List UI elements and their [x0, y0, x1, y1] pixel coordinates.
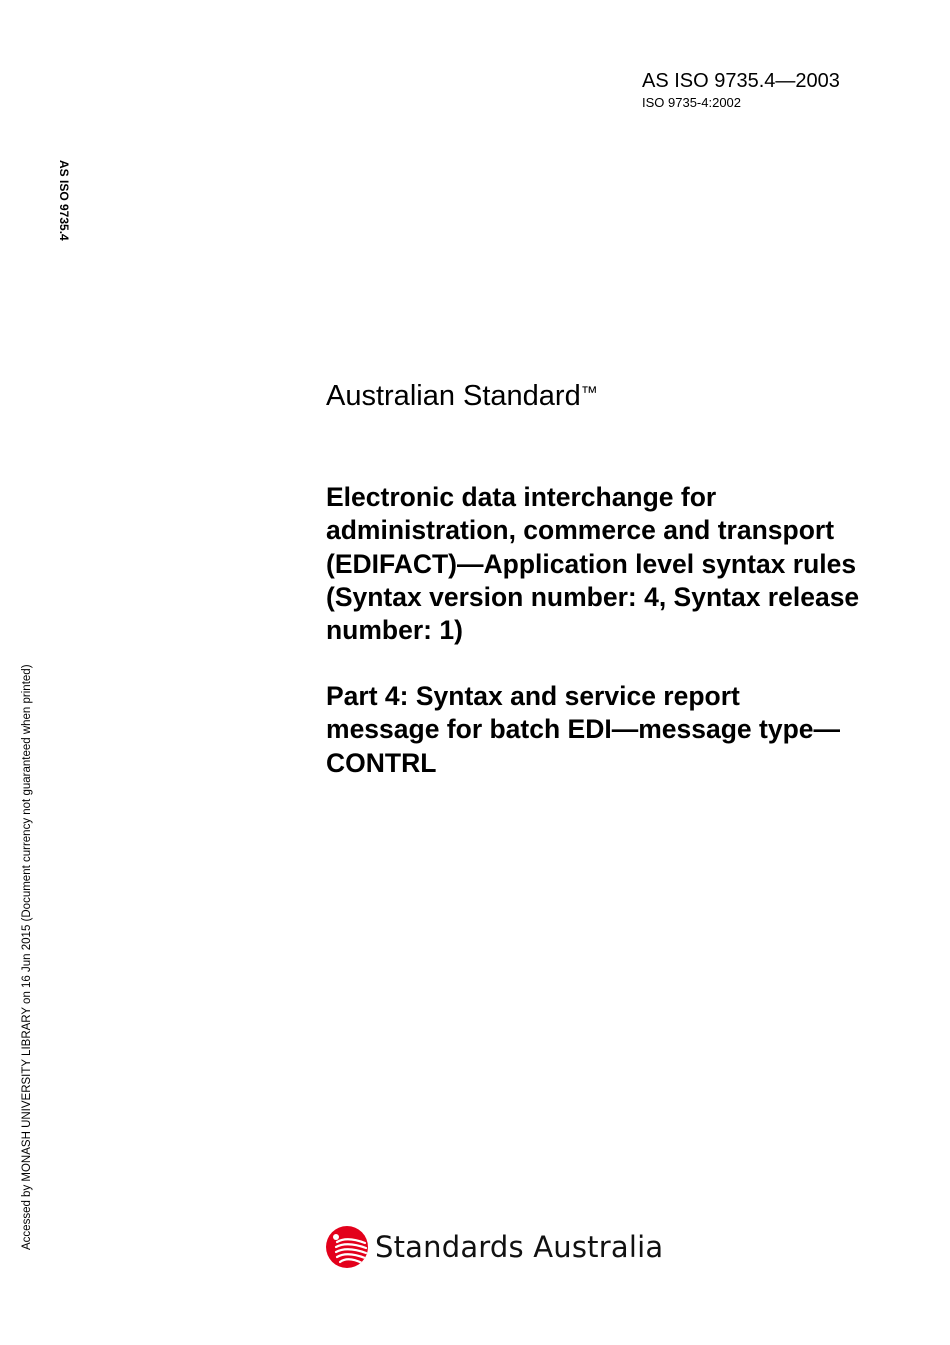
- trademark-symbol: ™: [580, 383, 598, 402]
- publisher-name: Standards Australia: [375, 1230, 664, 1264]
- spine-label-text: AS ISO 9735.4: [57, 160, 71, 241]
- access-watermark-text: Accessed by MONASH UNIVERSITY LIBRARY on 16 Jun 2015 (Document currency not guaranteed when printed): [21, 664, 33, 1250]
- part-title: Part 4: Syntax and service report message for batch EDI—message type—CONTRL: [326, 681, 840, 778]
- document-number: AS ISO 9735.4—2003: [642, 70, 840, 92]
- standard-type-text: Australian Standard: [326, 380, 581, 412]
- document-title: Electronic data interchange for administration, commerce and transport (EDIFACT)—Application level syntax rules (Syntax version number: 4, Syntax release number: 1): [326, 482, 860, 646]
- spine-label: [53, 160, 71, 260]
- access-watermark: [20, 598, 38, 1250]
- standard-type-heading: [326, 378, 598, 414]
- iso-reference-number: ISO 9735-4:2002: [642, 95, 742, 110]
- publisher-block: [325, 1224, 663, 1270]
- standards-australia-logo-icon: [325, 1225, 369, 1269]
